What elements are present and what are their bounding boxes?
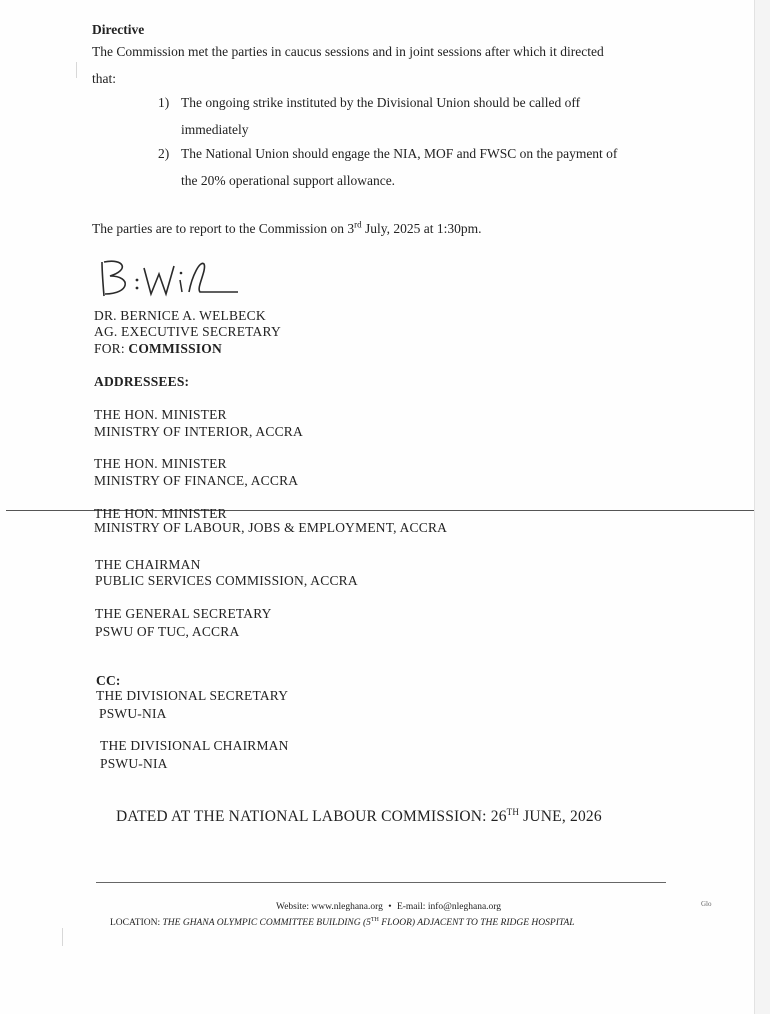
dated-line [116,808,602,826]
footer-location [110,918,575,928]
addressee-line2: MINISTRY OF LABOUR, JOBS & EMPLOYMENT, ACCRA [94,520,448,535]
addressee-line2: MINISTRY OF INTERIOR, ACCRA [94,424,303,439]
cc-line2: PSWU-NIA [100,756,168,771]
dated-sup: TH [506,806,520,817]
directive-item-number: 2) [158,146,170,161]
directive-item-line2: the 20% operational support allowance. [181,173,396,188]
directive-item-line1: The National Union should engage the NIA, MOF and FWSC on the payment of [181,146,618,161]
footer-location-text: THE GHANA OLYMPIC COMMITTEE BUILDING (5 [162,918,371,928]
footer-bullet: • [388,902,392,912]
signatory-for-prefix: FOR: [94,341,125,356]
right-frame-edge [754,0,770,1014]
signatory-for [94,341,222,357]
directive-heading: Directive [92,22,145,37]
report-date-line [92,220,481,238]
footer-email: E-mail: info@nleghana.org [396,902,502,912]
dated-prefix: DATED AT THE NATIONAL LABOUR COMMISSION: 26 [116,808,507,825]
signatory-title: AG. EXECUTIVE SECRETARY [94,324,281,339]
signatory-name: DR. BERNICE A. WELBECK [94,308,266,323]
signatory-for-body: COMMISSION [128,341,222,356]
report-date-suffix: July, 2025 at 1:30pm. [361,221,482,236]
addressee-line2: PUBLIC SERVICES COMMISSION, ACCRA [95,573,358,588]
directive-intro-line1: The Commission met the parties in caucus sessions and in joint sessions after which it directed [92,44,604,59]
addressee-line1: THE HON. MINISTER [94,456,227,471]
directive-item-line2: immediately [181,122,249,137]
footer-location-label: LOCATION: [110,918,161,928]
directive-item-line1: The ongoing strike instituted by the Divisional Union should be called off [181,95,581,110]
dated-suffix: JUNE, 2026 [519,808,602,825]
footer-website: Website: www.nleghana.org [276,902,383,912]
handwritten-signature [96,256,246,300]
footer-contact [276,902,501,912]
cc-line2: PSWU-NIA [99,706,167,721]
footer-location-sup: TH [370,916,379,923]
scan-mark [76,62,77,78]
scan-mark [62,928,63,946]
cc-line1: THE DIVISIONAL CHAIRMAN [100,738,289,753]
report-date-sup: rd [354,219,362,230]
footer-rule [96,882,666,883]
cc-line1: THE DIVISIONAL SECRETARY [96,688,289,703]
addressees-heading: ADDRESSEES: [94,374,190,389]
edge-tag: Glo [701,900,712,908]
directive-intro-line2: that: [92,71,116,86]
addressee-line1: THE GENERAL SECRETARY [95,606,272,621]
addressee-line2: MINISTRY OF FINANCE, ACCRA [94,473,299,488]
report-date-prefix: The parties are to report to the Commission on 3 [92,221,355,236]
footer-location-rest: FLOOR) ADJACENT TO THE RIDGE HOSPITAL [378,918,575,928]
addressee-line1: THE HON. MINISTER [94,407,227,422]
addressee-line1: THE CHAIRMAN [95,557,201,572]
addressee-line2: PSWU OF TUC, ACCRA [95,624,240,639]
cc-heading: CC: [96,673,121,688]
directive-item-number: 1) [158,95,170,110]
addressee-line1: THE HON. MINISTER [94,506,227,521]
